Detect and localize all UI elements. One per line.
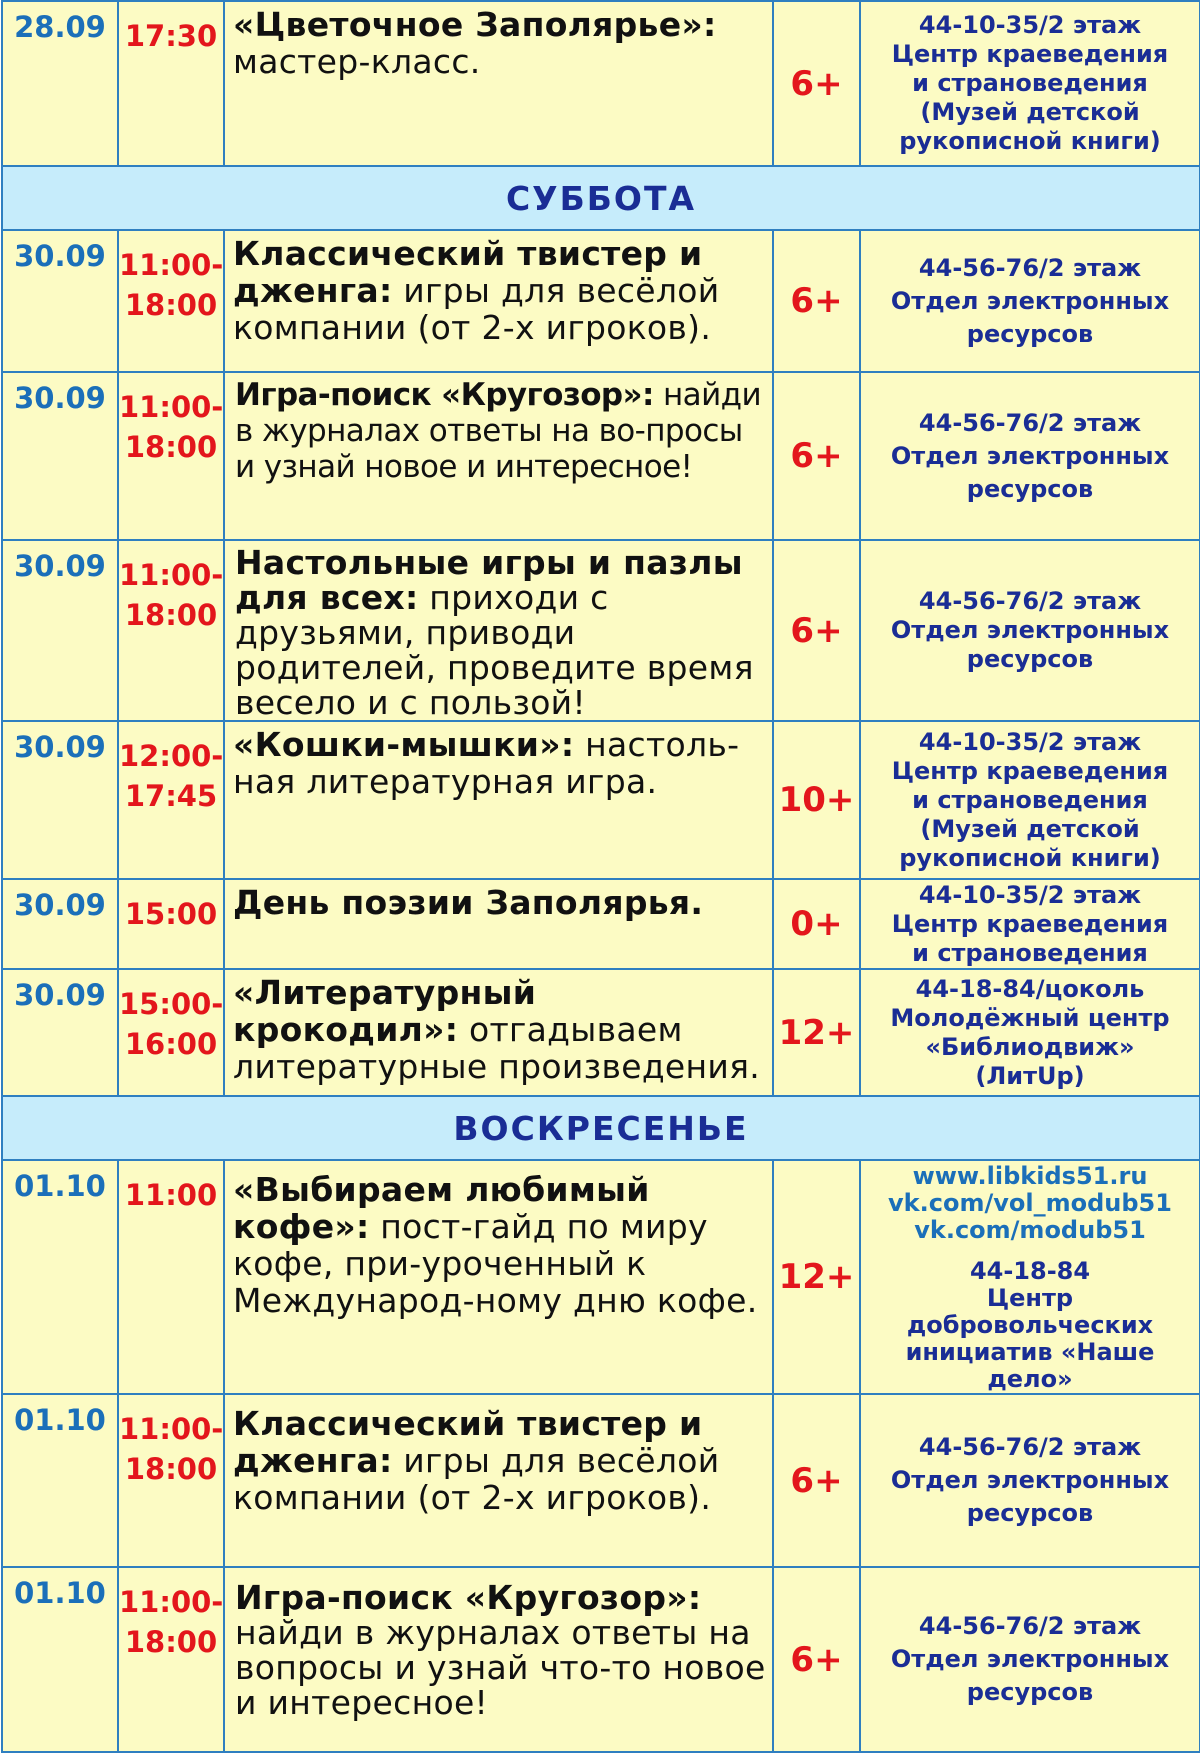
event-title-text: найди в журналах ответы на во-просы и узнай новое и интересное! [235, 377, 761, 485]
event-title-text: найди в журналах ответы на вопросы и узнай что-то новое и интересное! [235, 1613, 766, 1722]
event-title-bold: Классический твистер и дженга: [233, 1404, 703, 1480]
event-date: 01.10 [2, 1394, 118, 1567]
event-place: 44-56-76/2 этаж Отдел электронных ресурсов [860, 1567, 1200, 1752]
event-row [2, 540, 1200, 721]
event-row [2, 721, 1200, 879]
event-title [224, 879, 773, 969]
age-rating: 6+ [773, 372, 860, 540]
event-title [224, 540, 773, 721]
event-place-text: 44-18-84 Центр добровольческих инициатив «Наше дело» [905, 1257, 1155, 1393]
event-title-bold: «Выбираем любимый кофе»: [233, 1170, 650, 1246]
event-time: 12:00- 17:45 [118, 721, 224, 879]
event-row [2, 1567, 1200, 1752]
event-title [224, 969, 773, 1096]
event-title [224, 1394, 773, 1567]
event-title-bold: Настольные игры и пазлы для всех: [235, 543, 743, 617]
event-date: 28.09 [2, 1, 118, 166]
event-title-text: игры для весёлой компании (от 2-х игроков). [233, 1441, 720, 1517]
event-title-bold: День поэзии Заполярья. [233, 883, 704, 922]
event-time: 11:00 [118, 1160, 224, 1394]
vk-link[interactable]: vk.com/vol_modub51 [888, 1189, 1172, 1217]
event-title-bold: Классический твистер и дженга: [233, 234, 703, 310]
event-date: 30.09 [2, 540, 118, 721]
event-title-text: приходи с друзьями, приводи родителей, проведите время весело и с пользой! [235, 578, 754, 722]
event-date: 01.10 [2, 1567, 118, 1752]
event-title [224, 1567, 773, 1752]
event-date: 30.09 [2, 969, 118, 1096]
event-date: 30.09 [2, 230, 118, 372]
event-row [2, 1394, 1200, 1567]
event-time: 11:00- 18:00 [118, 1394, 224, 1567]
age-rating: 10+ [773, 721, 860, 879]
event-date: 01.10 [2, 1160, 118, 1394]
event-place: 44-56-76/2 этаж Отдел электронных ресурсов [860, 372, 1200, 540]
website-link[interactable]: www.libkids51.ru [912, 1162, 1148, 1190]
event-time: 11:00- 18:00 [118, 540, 224, 721]
age-rating: 12+ [773, 1160, 860, 1394]
event-title [224, 372, 773, 540]
event-time: 15:00- 16:00 [118, 969, 224, 1096]
event-title-text: отгадываем литературные произведения. [233, 1010, 761, 1086]
event-title [224, 721, 773, 879]
event-title-text: мастер-класс. [233, 42, 481, 81]
event-row [2, 1, 1200, 166]
event-place: 44-56-76/2 этаж Отдел электронных ресурсов [860, 230, 1200, 372]
event-place: 44-56-76/2 этаж Отдел электронных ресурсов [860, 540, 1200, 721]
age-rating: 6+ [773, 1394, 860, 1567]
event-title-text: настоль-ная литературная игра. [233, 725, 740, 801]
event-title [224, 1160, 773, 1394]
event-time: 17:30 [118, 1, 224, 166]
event-row [2, 1160, 1200, 1394]
event-title-bold: «Литературный крокодил»: [233, 973, 537, 1049]
event-date: 30.09 [2, 372, 118, 540]
event-title-bold: Игра-поиск «Кругозор»: [235, 1578, 702, 1617]
event-date: 30.09 [2, 721, 118, 879]
event-title-text: игры для весёлой компании (от 2-х игроков). [233, 271, 720, 347]
event-title [224, 1, 773, 166]
event-date: 30.09 [2, 879, 118, 969]
event-title [224, 230, 773, 372]
event-row [2, 879, 1200, 969]
day-header-saturday [2, 166, 1200, 230]
event-title-text: пост-гайд по миру кофе, при-уроченный к Международ-ному дню кофе. [233, 1207, 758, 1320]
event-time: 15:00 [118, 879, 224, 969]
events-table [1, 0, 1200, 1753]
age-rating: 12+ [773, 969, 860, 1096]
age-rating: 0+ [773, 879, 860, 969]
event-place: 44-56-76/2 этаж Отдел электронных ресурсов [860, 1394, 1200, 1567]
event-row [2, 969, 1200, 1096]
day-label: СУББОТА [2, 166, 1200, 230]
event-row [2, 230, 1200, 372]
event-title-bold: «Цветочное Заполярье»: [233, 5, 717, 44]
age-rating: 6+ [773, 1567, 860, 1752]
age-rating: 6+ [773, 540, 860, 721]
vk-link[interactable]: vk.com/modub51 [914, 1216, 1146, 1244]
age-rating: 6+ [773, 1, 860, 166]
event-place: 44-10-35/2 этаж Центр краеведения и страноведения (Музей детской рукописной книги) [860, 1, 1200, 166]
event-title-bold: Игра-поиск «Кругозор»: [235, 377, 654, 413]
event-place: 44-10-35/2 этаж Центр краеведения и страноведения (Музей детской рукописной книги) [860, 721, 1200, 879]
event-time: 11:00- 18:00 [118, 1567, 224, 1752]
day-header-sunday [2, 1096, 1200, 1160]
event-time: 11:00- 18:00 [118, 230, 224, 372]
event-time: 11:00- 18:00 [118, 372, 224, 540]
age-rating: 6+ [773, 230, 860, 372]
event-place: 44-10-35/2 этаж Центр краеведения и страноведения [860, 879, 1200, 969]
links-list [861, 1163, 1199, 1244]
event-place [860, 1160, 1200, 1394]
event-title-bold: «Кошки-мышки»: [233, 725, 575, 764]
event-row [2, 372, 1200, 540]
day-label: ВОСКРЕСЕНЬЕ [2, 1096, 1200, 1160]
event-place: 44-18-84/цоколь Молодёжный центр «Библиодвиж» (ЛитUp) [860, 969, 1200, 1096]
